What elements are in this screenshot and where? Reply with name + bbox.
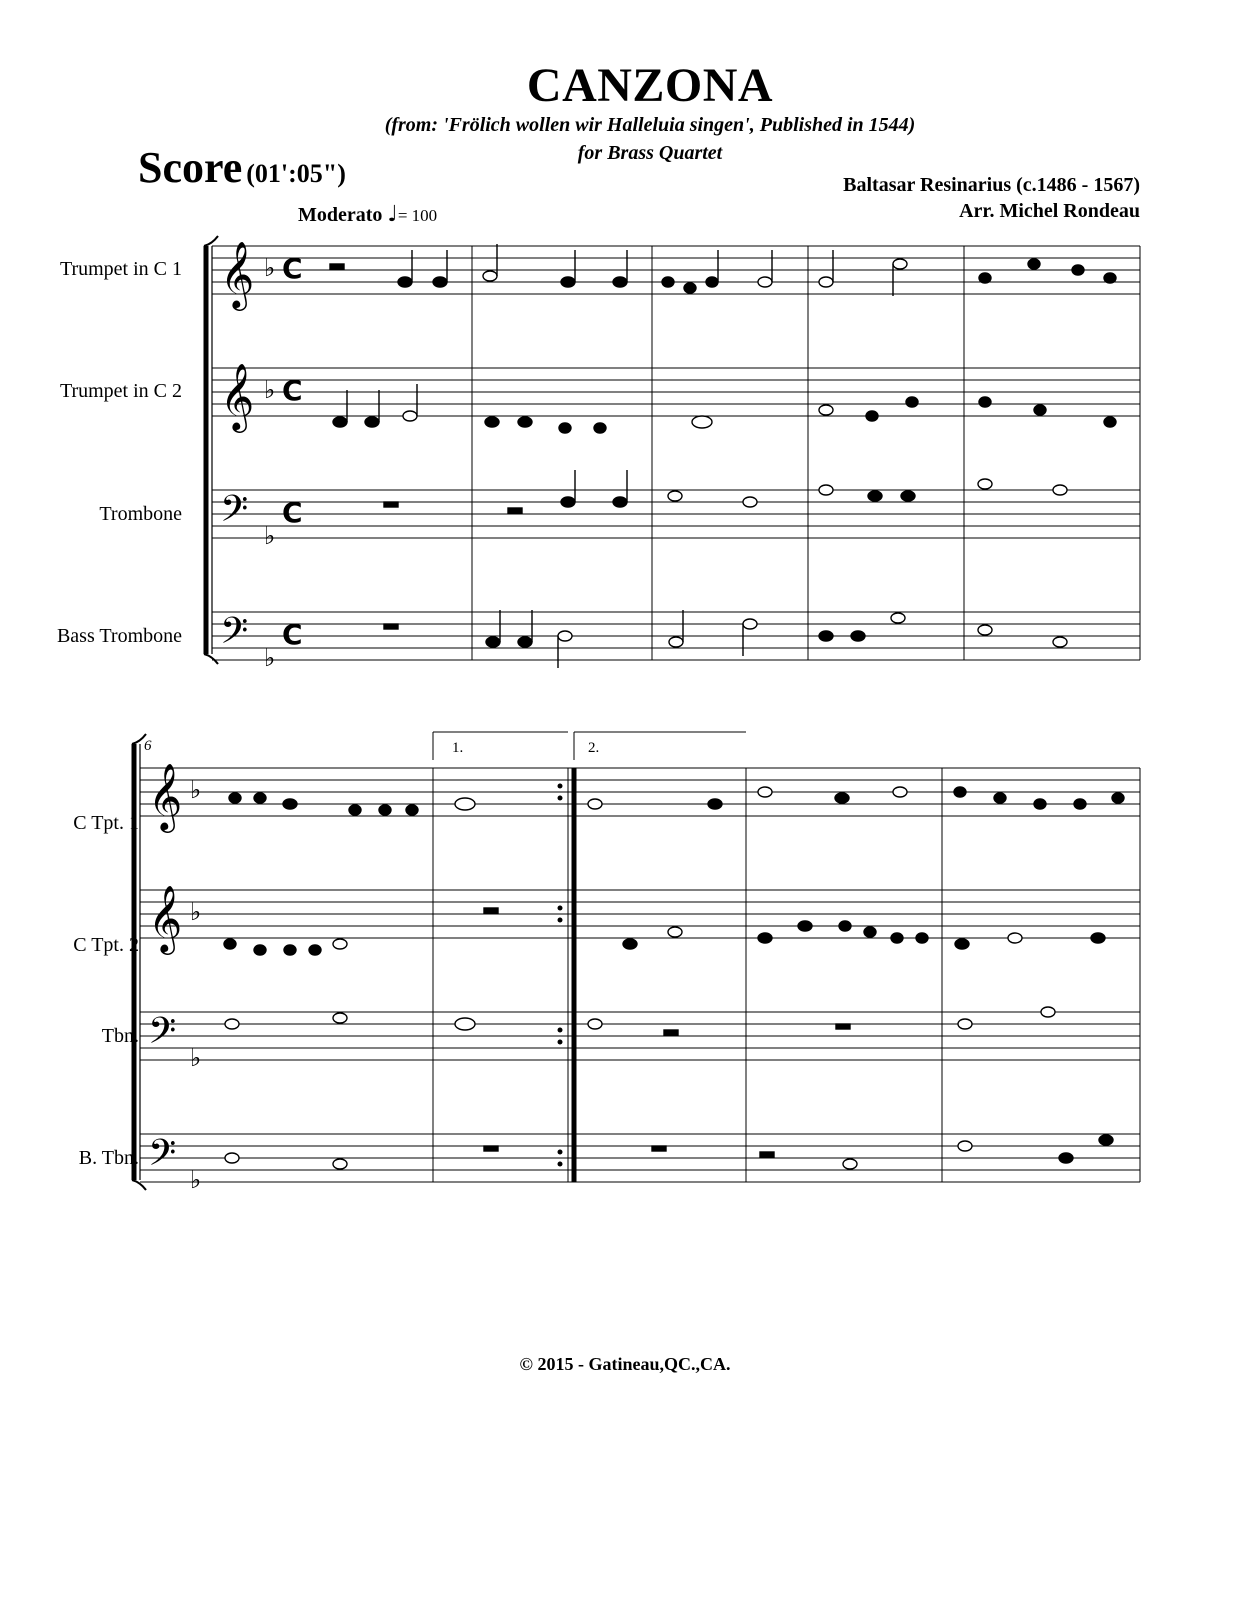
note: [349, 805, 361, 815]
note: [485, 417, 499, 427]
flat-key-signature-icon: ♭: [190, 1166, 202, 1194]
note: [819, 485, 833, 495]
copyright-notice: © 2015 - Gatineau,QC.,CA.: [519, 1354, 731, 1374]
half-rest: [508, 508, 522, 513]
note: [798, 921, 812, 931]
note: [891, 933, 903, 943]
note: [668, 927, 682, 937]
note: [1112, 793, 1124, 803]
note: [978, 625, 992, 635]
note: [284, 945, 296, 955]
note: [433, 277, 447, 287]
note: [518, 417, 532, 427]
note: [333, 417, 347, 427]
note: [758, 933, 772, 943]
quarter-note-icon: ♩: [387, 202, 398, 227]
note: [743, 619, 757, 629]
note: [1099, 1135, 1113, 1145]
note: [483, 271, 497, 281]
score-label: Score: [138, 143, 243, 192]
system-1-clefs: [220, 240, 303, 672]
note: [851, 631, 865, 641]
note: [1034, 405, 1046, 415]
note: [893, 259, 907, 269]
note: [558, 631, 572, 641]
system-1-notes: [330, 244, 1116, 668]
note: [994, 793, 1006, 803]
note: [1053, 485, 1067, 495]
bass-clef-icon: 𝄢: [148, 1132, 177, 1183]
note: [561, 277, 575, 287]
whole-rest: [652, 1146, 666, 1151]
arranger-credit: Arr. Michel Rondeau: [959, 200, 1140, 222]
note: [668, 491, 682, 501]
common-time-icon: C: [282, 252, 303, 285]
instrument-abbr-trombone: Tbn.: [101, 1025, 139, 1047]
note: [594, 423, 606, 433]
whole-rest: [484, 908, 498, 913]
note: [224, 939, 236, 949]
note: [758, 787, 772, 797]
note: [866, 411, 878, 421]
bass-clef-icon: 𝄢: [220, 610, 249, 661]
note: [283, 799, 297, 809]
flat-key-signature-icon: ♭: [190, 898, 202, 926]
note: [613, 497, 627, 507]
note: [1104, 273, 1116, 283]
note: [958, 1141, 972, 1151]
treble-clef-icon: 𝄞: [220, 240, 255, 308]
common-time-icon: C: [282, 618, 303, 651]
instrument-abbr-trumpet-1: C Tpt. 1: [73, 812, 139, 834]
staff-lines: [212, 368, 1140, 416]
treble-clef-icon: 𝄞: [220, 362, 255, 430]
tempo-bpm: = 100: [397, 206, 438, 225]
note: [1059, 1153, 1073, 1163]
note: [893, 787, 907, 797]
staff-lines: [140, 1012, 1140, 1060]
note: [891, 613, 905, 623]
instrument-name-trombone: Trombone: [99, 503, 182, 525]
whole-rest: [836, 1024, 850, 1029]
note: [1072, 265, 1084, 275]
note: [333, 1159, 347, 1169]
note: [979, 273, 991, 283]
instrument-abbr-bass-trombone: B. Tbn.: [78, 1147, 139, 1169]
note: [708, 799, 722, 809]
system-2-notes: [224, 787, 1124, 1169]
note: [758, 277, 772, 287]
note: [486, 637, 500, 647]
note: [225, 1153, 239, 1163]
system-1-barlines: [472, 246, 1140, 660]
note: [254, 793, 266, 803]
note: [954, 787, 966, 797]
note: [662, 277, 674, 287]
note: [588, 799, 602, 809]
flat-key-signature-icon: ♭: [264, 376, 276, 404]
whole-note: [455, 1018, 475, 1030]
note: [379, 805, 391, 815]
staff-lines: [212, 612, 1140, 660]
note: [225, 1019, 239, 1029]
note: [365, 417, 379, 427]
note: [1041, 1007, 1055, 1017]
note: [403, 411, 417, 421]
instrument-abbr-trumpet-2: C Tpt. 2: [73, 934, 139, 956]
instrument-name-trumpet-2: Trumpet in C 2: [59, 380, 182, 402]
note: [743, 497, 757, 507]
note: [706, 277, 718, 287]
note: [559, 423, 571, 433]
bass-clef-icon: 𝄢: [148, 1010, 177, 1061]
note: [1091, 933, 1105, 943]
note: [958, 1019, 972, 1029]
common-time-icon: C: [282, 496, 303, 529]
half-rest: [760, 1152, 774, 1157]
note: [588, 1019, 602, 1029]
note: [1074, 799, 1086, 809]
note: [518, 637, 532, 647]
bass-clef-icon: 𝄢: [220, 488, 249, 539]
composer-credit: Baltasar Resinarius (c.1486 - 1567): [843, 174, 1140, 196]
system-2-barlines: [433, 768, 1140, 1182]
repeat-dots: [558, 784, 563, 1167]
instrument-name-trumpet-1: Trumpet in C 1: [59, 258, 182, 280]
note: [979, 397, 991, 407]
note: [684, 283, 696, 293]
system-2-clefs: [148, 762, 201, 1194]
note: [819, 277, 833, 287]
measure-number: 6: [144, 738, 152, 754]
note: [623, 939, 637, 949]
note: [843, 1159, 857, 1169]
note: [254, 945, 266, 955]
note: [561, 497, 575, 507]
note: [978, 479, 992, 489]
note: [1028, 259, 1040, 269]
note: [901, 491, 915, 501]
note: [1008, 933, 1022, 943]
note: [864, 927, 876, 937]
note: [333, 1013, 347, 1023]
score-title: CANZONA: [526, 59, 774, 112]
volta-1-label: 1.: [452, 740, 464, 756]
note: [955, 939, 969, 949]
staff-lines: [212, 246, 1140, 294]
staff-lines: [140, 890, 1140, 938]
flat-key-signature-icon: ♭: [190, 776, 202, 804]
half-rest: [664, 1030, 678, 1035]
flat-key-signature-icon: ♭: [264, 522, 276, 550]
instrumentation-line: for Brass Quartet: [577, 142, 723, 164]
note: [835, 793, 849, 803]
whole-rest: [384, 502, 398, 507]
treble-clef-icon: 𝄞: [148, 884, 183, 952]
whole-rest: [384, 624, 398, 629]
instrument-name-bass-trombone: Bass Trombone: [56, 625, 182, 647]
flat-key-signature-icon: ♭: [264, 644, 276, 672]
flat-key-signature-icon: ♭: [190, 1044, 202, 1072]
note: [398, 277, 412, 287]
note: [868, 491, 882, 501]
score-subtitle: (from: 'Frölich wollen wir Halleluia singen', Published in 1544): [384, 114, 916, 136]
whole-note: [692, 416, 712, 428]
note: [1104, 417, 1116, 427]
system-1-staves: [212, 246, 1140, 660]
note: [839, 921, 851, 931]
volta-2-label: 2.: [588, 740, 600, 756]
note: [819, 631, 833, 641]
common-time-icon: C: [282, 374, 303, 407]
flat-key-signature-icon: ♭: [264, 254, 276, 282]
tempo-text: Moderato: [298, 204, 383, 226]
whole-rest: [484, 1146, 498, 1151]
note: [906, 397, 918, 407]
note: [406, 805, 418, 815]
staff-lines: [140, 1134, 1140, 1182]
note: [613, 277, 627, 287]
system-1-bracket: [204, 236, 218, 664]
note: [1034, 799, 1046, 809]
half-rest: [330, 264, 344, 269]
whole-note: [455, 798, 475, 810]
treble-clef-icon: 𝄞: [148, 762, 183, 830]
system-2-bracket: [132, 734, 146, 1190]
note: [819, 405, 833, 415]
note: [669, 637, 683, 647]
note: [333, 939, 347, 949]
note: [916, 933, 928, 943]
note: [309, 945, 321, 955]
note: [229, 793, 241, 803]
duration-label: (01':05"): [246, 159, 346, 188]
note: [1053, 637, 1067, 647]
